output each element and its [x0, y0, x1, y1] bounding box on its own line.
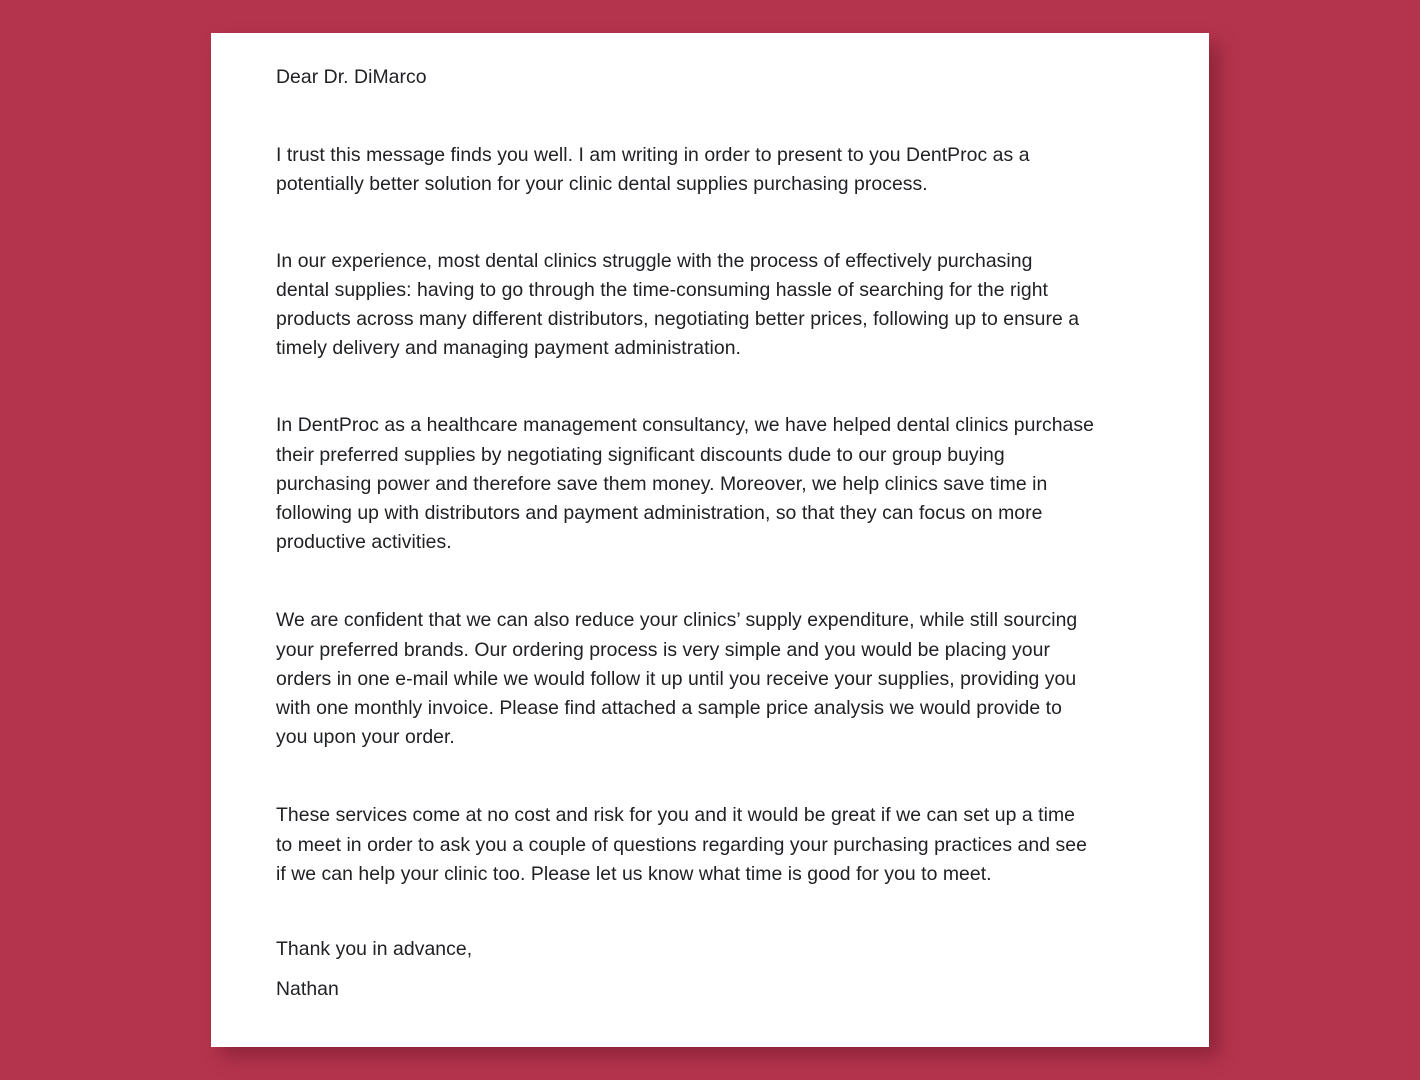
letter-card	[211, 33, 1209, 1047]
paragraph-offer	[276, 606, 1151, 752]
paragraph-line: purchasing power and therefore save them money. Moreover, we help clinics save time in	[276, 472, 1048, 495]
paragraph-problem	[276, 247, 1151, 364]
paragraph-line: These services come at no cost and risk for you and it would be great if we can set up a time	[276, 804, 1075, 827]
paragraph-line: to meet in order to ask you a couple of questions regarding your purchasing practices and see	[276, 833, 1087, 856]
paragraph-line: their preferred supplies by negotiating significant discounts dude to our group buying	[276, 443, 1005, 466]
paragraph-line: if we can help your clinic too. Please let us know what time is good for you to meet.	[276, 862, 992, 885]
paragraph-line: timely delivery and managing payment administration.	[276, 337, 741, 360]
paragraph-line: potentially better solution for your clinic dental supplies purchasing process.	[276, 173, 928, 196]
paragraph-line: In our experience, most dental clinics struggle with the process of effectively purchasing	[276, 249, 1033, 272]
paragraph-line: I trust this message finds you well. I am writing in order to present to you DentProc as a	[276, 144, 1030, 167]
paragraph-call-to-action	[276, 801, 1151, 889]
letter-body	[276, 63, 1151, 1004]
paragraph-line: dental supplies: having to go through the time-consuming hassle of searching for the right	[276, 278, 1048, 301]
paragraph-line: In DentProc as a healthcare management consultancy, we have helped dental clinics purchase	[276, 414, 1094, 437]
greeting: Dear Dr. DiMarco	[276, 66, 427, 88]
paragraph-line: with one monthly invoice. Please find attached a sample price analysis we would provide to	[276, 697, 1062, 720]
paragraph-line: products across many different distributors, negotiating better prices, following up to ensure a	[276, 308, 1080, 331]
paragraph-line: We are confident that we can also reduce your clinics’ supply expenditure, while still sourcing	[276, 609, 1078, 632]
paragraph-line: following up with distributors and payment administration, so that they can focus on more	[276, 502, 1043, 525]
paragraph-line: productive activities.	[276, 531, 452, 554]
signature: Nathan	[276, 978, 339, 1001]
paragraph-solution	[276, 411, 1151, 557]
paragraph-line: your preferred brands. Our ordering process is very simple and you would be placing your	[276, 638, 1050, 661]
paragraph-line: orders in one e-mail while we would follow it up until you receive your supplies, providing you	[276, 667, 1077, 690]
paragraph-line: you upon your order.	[276, 726, 455, 749]
paragraph-intro	[276, 141, 1151, 199]
closing-line: Thank you in advance,	[276, 938, 473, 961]
